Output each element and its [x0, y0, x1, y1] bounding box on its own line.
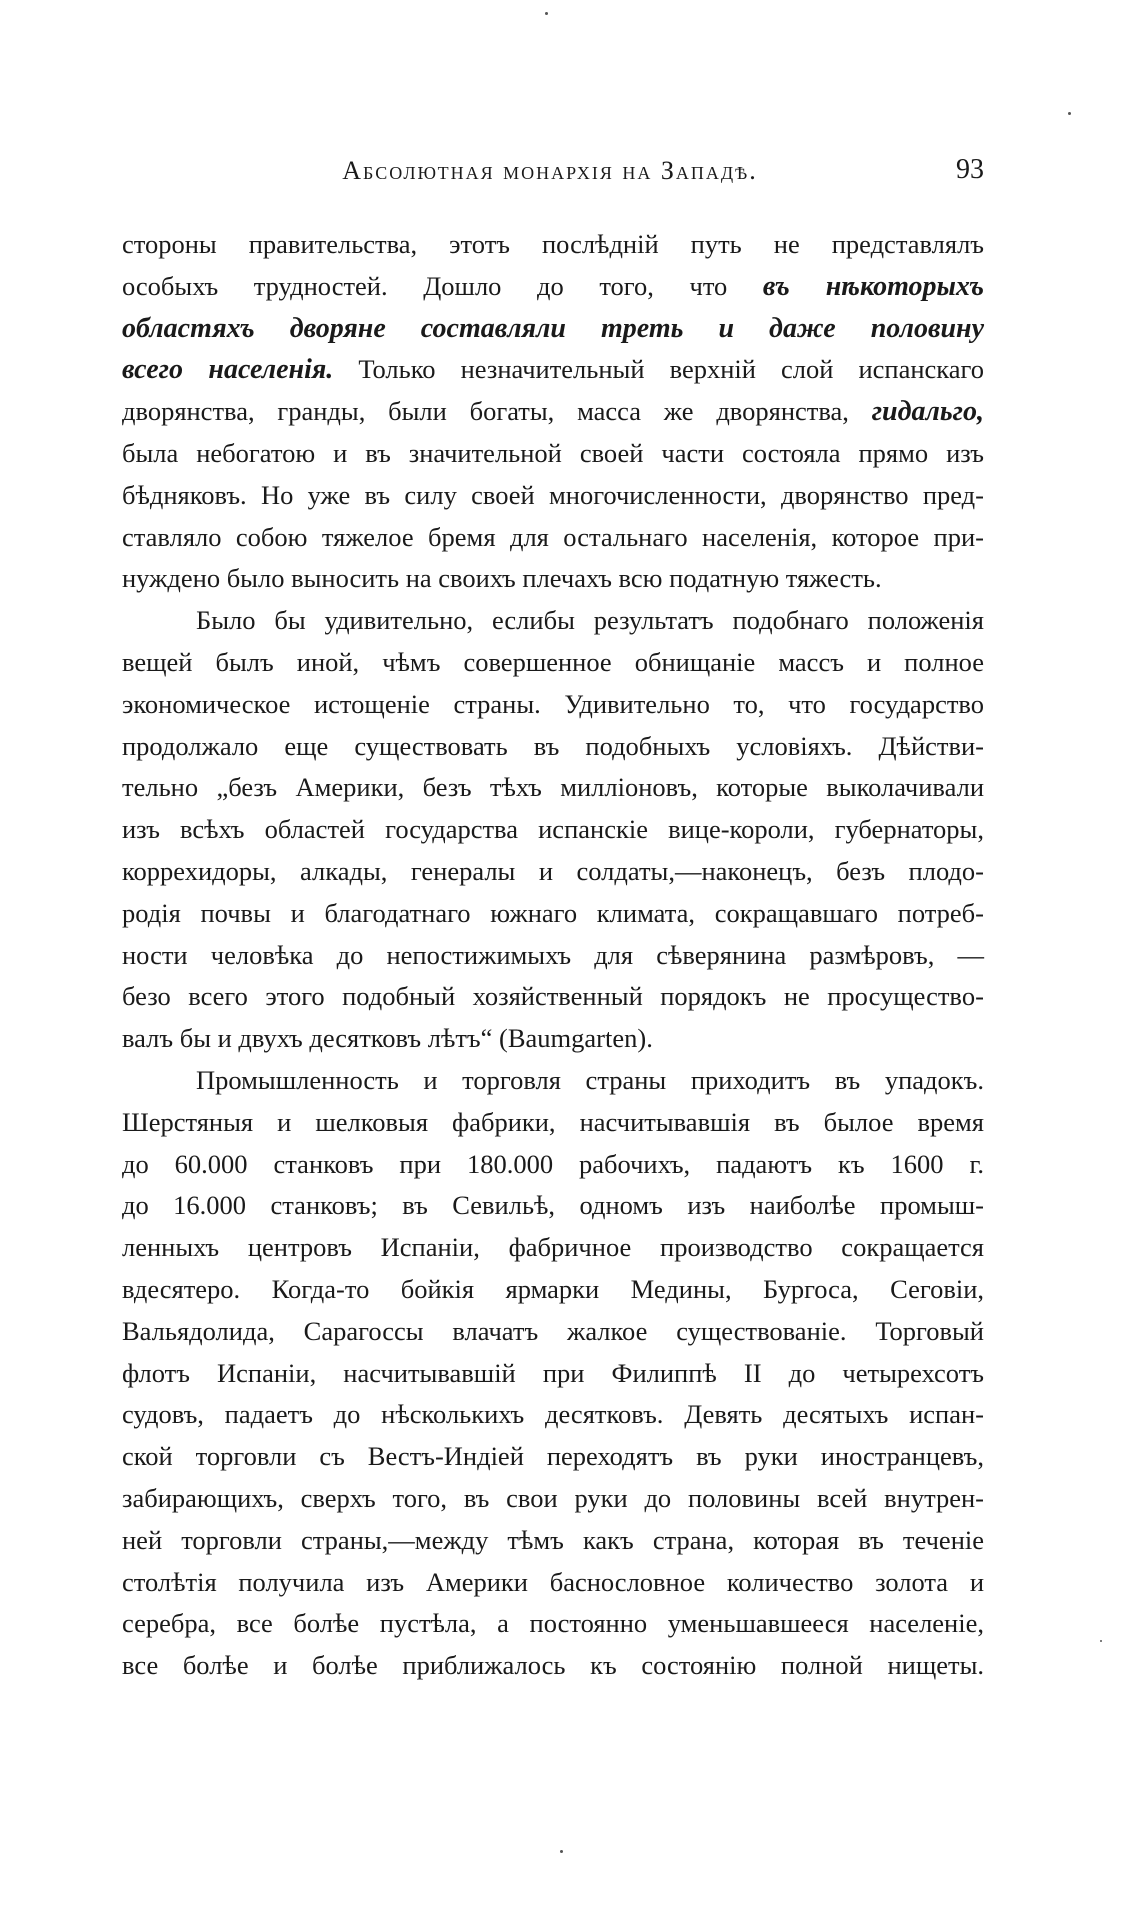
line-text: ней торговли страны,—между тѣмъ какъ страна, которая въ теченіе: [122, 1524, 984, 1555]
text-line: [122, 726, 984, 768]
line-text: была небогатою и въ значительной своей части состояла прямо изъ: [122, 437, 984, 468]
text-line: [122, 642, 984, 684]
text-line: [122, 893, 984, 935]
line-text: стороны правительства, этотъ послѣдній путь не представлялъ: [122, 229, 984, 259]
line-text: вещей былъ иной, чѣмъ совершенное обнищаніе массъ и полное: [122, 646, 984, 677]
line-text: дворянства, гранды, были богаты, масса же дворянства,: [122, 396, 872, 427]
text-line: [122, 266, 984, 308]
line-text: Вальядолида, Сарагоссы влачатъ жалкое существованіе. Торговый: [122, 1315, 984, 1346]
line-text: ности человѣка до непостижимыхъ для сѣверянина размѣровъ, —: [122, 939, 984, 970]
print-speck: [545, 12, 548, 15]
text-line: [122, 1269, 984, 1311]
text-line: [122, 851, 984, 893]
emphasized-text: гидальго,: [871, 396, 984, 428]
text-line: [122, 1311, 984, 1353]
text-line: [122, 1144, 984, 1186]
line-text: валъ бы и двухъ десятковъ лѣтъ“: [122, 1023, 500, 1054]
line-text: Шерстяныя и шелковыя фабрики, насчитывавшія въ былое время: [122, 1106, 984, 1137]
line-text: судовъ, падаетъ до нѣсколькихъ десятковъ. Девять десятыхъ испан-: [122, 1399, 984, 1430]
text-line: [122, 1645, 984, 1687]
line-text: Промышленность и торговля страны приходитъ въ упадокъ.: [196, 1064, 984, 1095]
page-number: 93: [956, 154, 984, 185]
line-text: забирающихъ, сверхъ того, въ свои руки до половины всей внутрен-: [122, 1482, 984, 1513]
text-line: [122, 1102, 984, 1144]
text-line: [122, 1227, 984, 1269]
text-line: [122, 935, 984, 977]
running-title: Абсолютная монархія на Западѣ.: [342, 156, 758, 185]
text-line: [122, 224, 984, 266]
line-text: родія почвы и благодатнаго южнаго климата, сокращавшаго потреб-: [122, 897, 984, 928]
emphasized-text: областяхъ дворяне составляли треть и даже половину: [122, 312, 984, 344]
print-speck: [1068, 112, 1071, 115]
text-line: [122, 349, 984, 391]
line-text: ской торговли съ Вестъ-Индіей переходятъ въ руки иностранцевъ,: [122, 1441, 984, 1472]
line-text: экономическое истощеніе страны. Удивительно то, что государство: [122, 688, 984, 719]
text-line: [122, 1353, 984, 1395]
text-line: [122, 976, 984, 1018]
text-line: [122, 1060, 984, 1102]
text-line: [122, 517, 984, 559]
line-text: бѣдняковъ. Но уже въ силу своей многочисленности, дворянство пред-: [122, 479, 984, 510]
citation-text: (Baumgarten).: [499, 1023, 653, 1054]
text-line: [122, 1436, 984, 1478]
running-head: [116, 152, 984, 192]
line-text: ставляло собою тяжелое бремя для остальнаго населенія, которое при-: [122, 521, 984, 552]
line-text: все болѣе и болѣе приближалось къ состоянію полной нищеты.: [122, 1650, 984, 1681]
text-line: [122, 1562, 984, 1604]
text-line: [122, 1520, 984, 1562]
text-line: [122, 558, 984, 600]
print-speck: [560, 1850, 563, 1853]
line-text: безо всего этого подобный хозяйственный порядокъ не просуществo-: [122, 981, 984, 1012]
text-line: [122, 767, 984, 809]
text-line: [122, 391, 984, 433]
text-line: [122, 1603, 984, 1645]
line-text: Только незначительный верхній слой испанскаго: [333, 354, 985, 385]
text-line: [122, 809, 984, 851]
line-text: флотъ Испаніи, насчитывавшій при Филиппѣ II до четырехсотъ: [122, 1357, 984, 1388]
text-line: [122, 1394, 984, 1436]
line-text: ленныхъ центровъ Испаніи, фабричное производство сокращается: [122, 1232, 984, 1263]
body-text: [122, 224, 984, 1687]
print-speck: [1100, 1640, 1102, 1642]
line-text: тельно „безъ Америки, безъ тѣхъ милліоновъ, которые выколачивали: [122, 772, 984, 803]
line-text: вдесятеро. Когда-то бойкія ярмарки Медины, Бургоса, Сеговіи,: [122, 1273, 984, 1304]
line-text: столѣтія получила изъ Америки баснословное количество золота и: [122, 1566, 984, 1597]
line-text: изъ всѣхъ областей государства испанскіе вице-короли, губернаторы,: [122, 814, 984, 845]
text-line: [122, 1018, 984, 1060]
text-line: [122, 433, 984, 475]
line-text: коррехидоры, алкады, генералы и солдаты,—наконецъ, безъ плодо-: [122, 855, 984, 886]
emphasized-text: въ нѣкоторыхъ: [762, 270, 984, 302]
text-line: [122, 600, 984, 642]
line-text: до 16.000 станковъ; въ Севильѣ, одномъ изъ наиболѣе промыш-: [122, 1190, 984, 1221]
line-text: нуждено было выносить на своихъ плечахъ всю податную тяжесть.: [122, 563, 882, 594]
line-text: особыхъ трудностей. Дошло до того, что: [122, 270, 763, 301]
text-line: [122, 684, 984, 726]
text-line: [122, 1478, 984, 1520]
line-text: до 60.000 станковъ при 180.000 рабочихъ, падаютъ къ 1600 г.: [122, 1148, 984, 1179]
line-text: продолжало еще существовать въ подобныхъ условіяхъ. Дѣйстви-: [122, 730, 984, 761]
line-text: Было бы удивительно, еслибы результатъ подобнаго положенія: [196, 605, 984, 636]
text-line: [122, 475, 984, 517]
text-line: [122, 1185, 984, 1227]
emphasized-text: всего населенія.: [122, 354, 334, 386]
text-line: [122, 308, 984, 350]
line-text: серебра, все болѣе пустѣла, а постоянно уменьшавшееся населеніе,: [122, 1608, 984, 1639]
